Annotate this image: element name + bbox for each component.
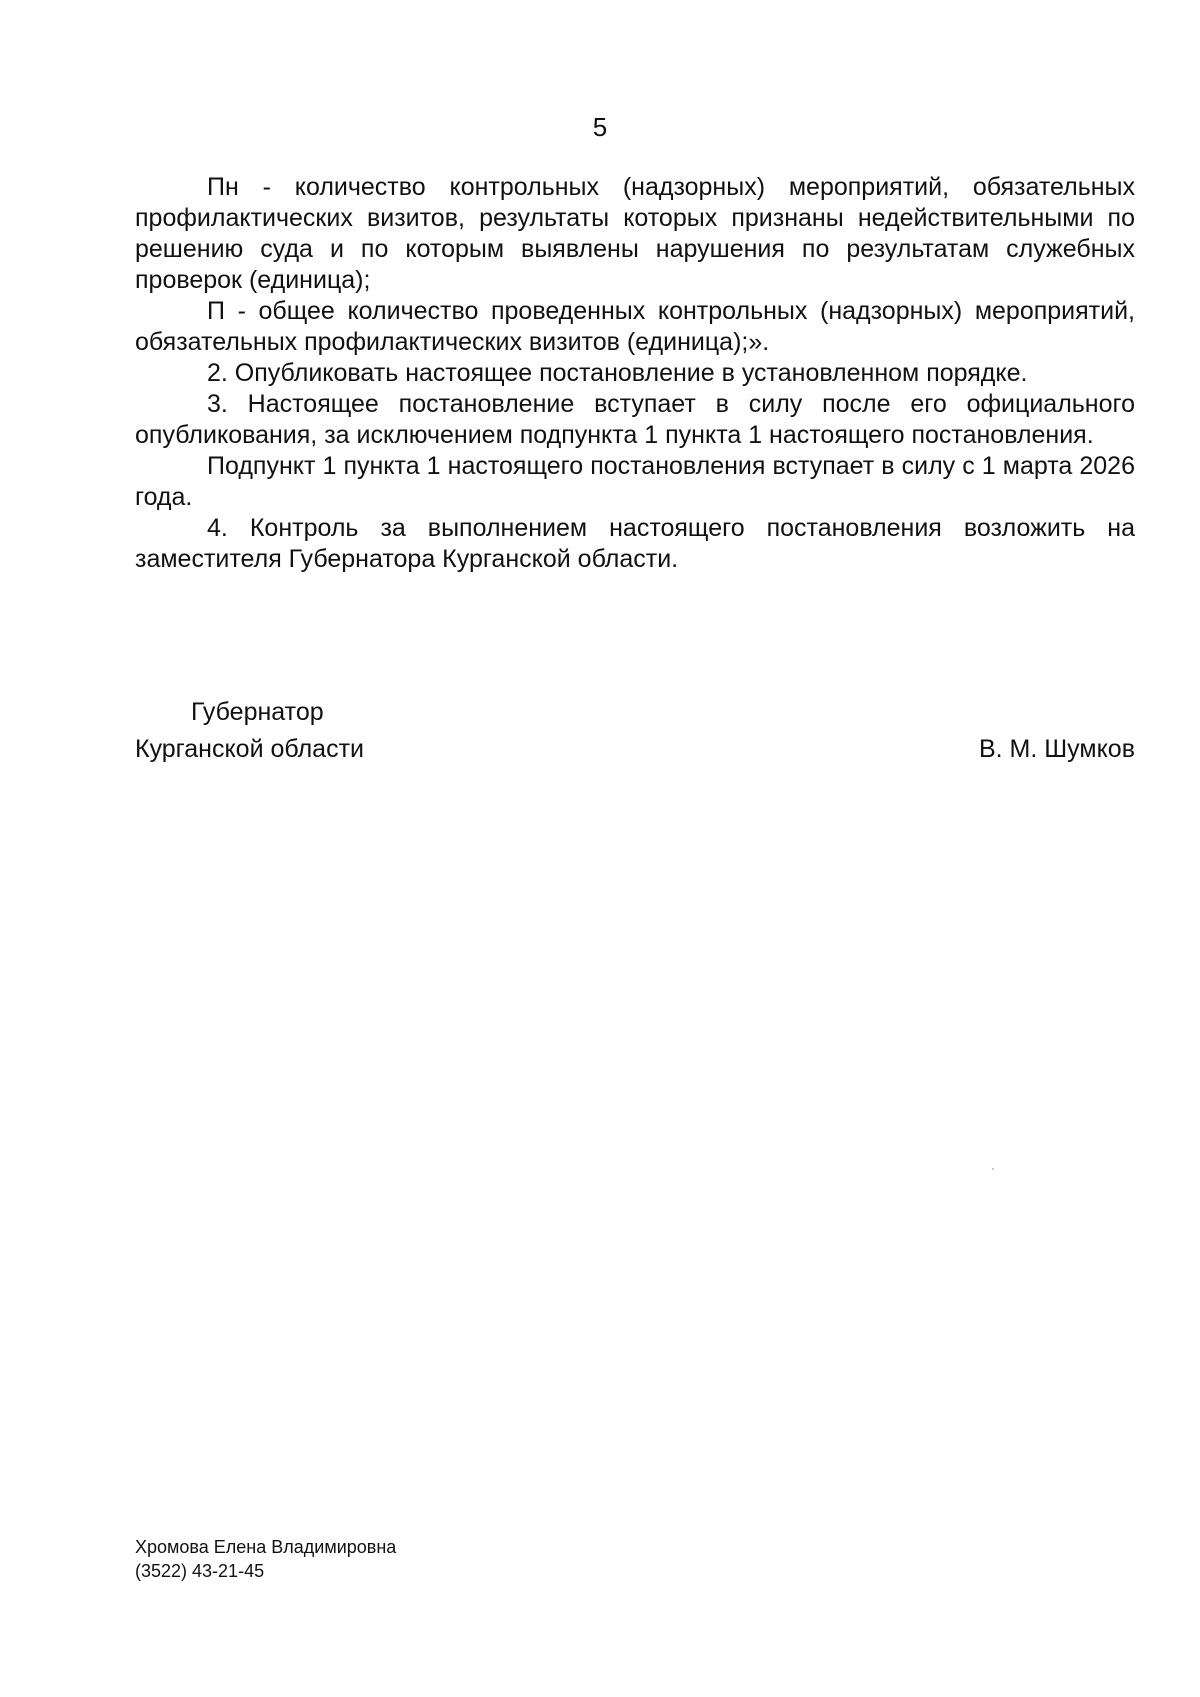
paragraph-subitem-effective-date: Подпункт 1 пункта 1 настоящего постановления вступает в силу с 1 марта 2026 года.	[135, 452, 1135, 511]
signatory-position: Губернатор	[191, 698, 324, 726]
signatory-region: Курганской области	[135, 735, 365, 763]
signature-block	[135, 694, 1135, 768]
paragraph-pn-definition: Пн - количество контрольных (надзорных) мероприятий, обязательных профилактических визитов, результаты которых признаны недействительными по решению суда и по которым выявлены нарушения по результатам служебных проверок (единица);	[135, 173, 1135, 294]
paragraph-p-definition: П - общее количество проведенных контрольных (надзорных) мероприятий, обязательных профилактических визитов (единица);».	[135, 297, 1135, 356]
page-number: 5	[592, 112, 608, 142]
document-body	[135, 172, 1135, 575]
paragraph-item-2-publish: 2. Опубликовать настоящее постановление в установленном порядке.	[207, 359, 1028, 387]
paragraph-item-4-control: 4. Контроль за выполнением настоящего постановления возложить на заместителя Губернатора Курганской области.	[135, 514, 1135, 573]
executor-phone: (3522) 43-21-45	[135, 1561, 265, 1581]
paragraph-item-3-effective: 3. Настоящее постановление вступает в силу после его официального опубликования, за исключением подпункта 1 пункта 1 настоящего постановления.	[135, 390, 1135, 449]
scan-artifact	[992, 1168, 994, 1170]
executor-name: Хромова Елена Владимировна	[135, 1537, 397, 1557]
signatory-name: В. М. Шумков	[978, 735, 1135, 763]
executor-footer	[135, 1535, 396, 1583]
